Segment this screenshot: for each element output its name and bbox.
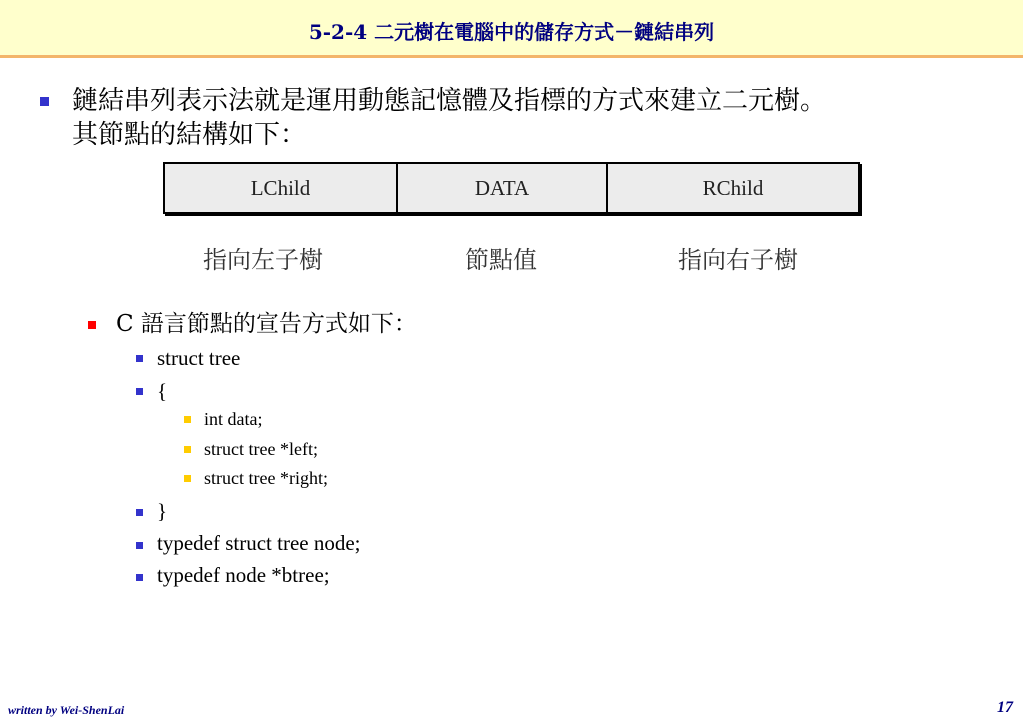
bullet-square-icon <box>184 446 191 453</box>
code-member-data: int data; <box>204 409 263 429</box>
bullet-square-icon <box>136 388 143 395</box>
code-member-left: struct tree *left; <box>204 439 318 459</box>
bullet-square-icon <box>184 416 191 423</box>
slide-title: 5-2-4 二元樹在電腦中的儲存方式－鏈結串列 <box>308 20 715 44</box>
code-line-typedef-node: typedef struct tree node; <box>157 531 361 555</box>
code-line-open-brace: { <box>157 379 168 403</box>
code-line-close-brace: } <box>157 499 168 523</box>
field-data: DATA <box>398 164 608 212</box>
caption-right-subtree: 指向右子樹 <box>678 246 798 274</box>
intro-line-2: 其節點的結構如下： <box>72 120 307 150</box>
bullet-square-icon <box>136 574 143 581</box>
bullet-square-icon <box>136 509 143 516</box>
bullet-square-icon <box>40 97 49 106</box>
footer-author: written by Wei-ShenLai <box>8 703 125 717</box>
c-declaration-heading: C 語言節點的宣告方式如下： <box>116 311 417 337</box>
intro-line-1: 鏈結串列表示法就是運用動態記憶體及指標的方式來建立二元樹。 <box>72 86 827 116</box>
code-line-struct: struct tree <box>157 346 241 370</box>
bullet-square-icon <box>136 542 143 549</box>
caption-left-subtree: 指向左子樹 <box>203 246 323 274</box>
code-line-typedef-btree: typedef node *btree; <box>157 563 330 587</box>
field-lchild: LChild <box>165 164 398 212</box>
bullet-square-icon <box>136 355 143 362</box>
caption-node-value: 節點值 <box>465 246 537 274</box>
bullet-square-icon <box>184 475 191 482</box>
node-structure-table <box>163 162 860 214</box>
page-number: 17 <box>997 699 1013 716</box>
title-bar <box>0 0 1023 58</box>
field-rchild: RChild <box>702 175 764 200</box>
code-member-right: struct tree *right; <box>204 468 328 488</box>
bullet-square-icon <box>88 321 96 329</box>
